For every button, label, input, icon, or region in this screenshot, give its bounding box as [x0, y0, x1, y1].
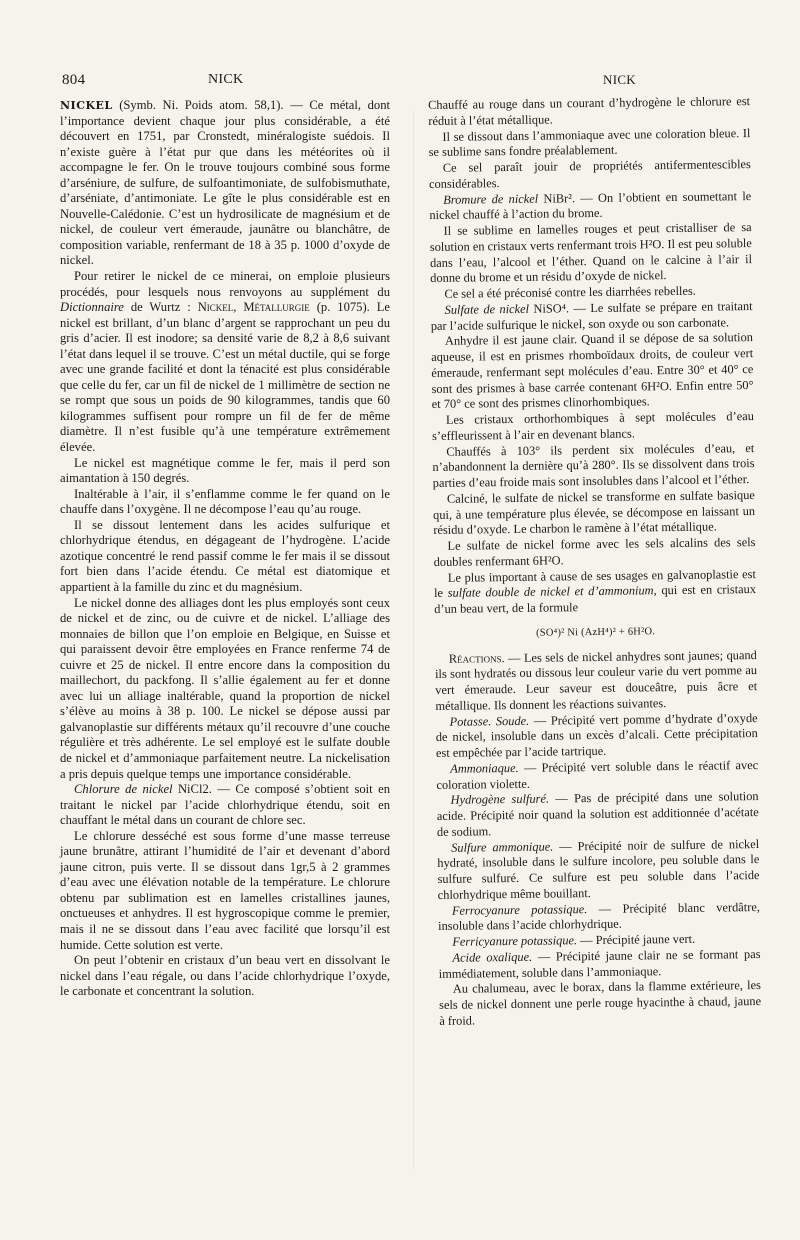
entry-nickel-paragraph [60, 98, 390, 269]
heating-paragraph: Chauffés à 103° ils perdent six molécules d’eau, et n’abandonnent la dernière qu’à 280°. Ils se dissolvent dans trois parties d’eau froide mais sont insolubles dans l’alcool et l’éther. [432, 440, 755, 490]
paragraph-text: , qui est en cristaux d’un beau vert, de la formule [434, 582, 757, 616]
calcination-paragraph: Calciné, le sulfate de nickel se transforme en sulfate basique qui, à une température plus élevée, se décompose en laissant un résidu d’oxyde. Le charbon le ramène à l’état métallique. [433, 487, 756, 538]
reagent-name: Hydrogène sulfuré. [450, 791, 550, 808]
paragraph-text: (p. 1075). Le nickel est brillant, d’un blanc d’argent se rapprochant un peu du gris d’acier. Il est inodore; sa densité varie de 8,2 à 8,6 suivant l’état dans lequel il se trouve. C’est un métal ductile, qui se forge avec une grande facilité et dont la ténacité est plus considérable que celle du fer, car un fil de nickel de 1 millimètre de section ne se rompt que sous un poids de 90 kilogrammes, tandis que 60 kilogrammes suffisent pour rompre un fil de fer de même diamètre. Il n’est fusible qu’à une température extrêmement élevée. [60, 300, 391, 455]
page-number: 804 [62, 72, 86, 88]
reagent-name: Ferrocyanure potassique. [451, 901, 588, 918]
acid-dissolution-paragraph: Il se dissout lentement dans les acides sulfurique et chlorhydrique étendus, en dégageant de l’hydrogène. L’acide azotique concentré le rend passif comme le fer mais il se dissout fort bien dans l’acide étendu. Ce métal est diatomique et appartient à la famille du zinc et du magnésium. [60, 517, 390, 594]
chloride-paragraph [60, 782, 390, 829]
paragraph-text: NiSO⁴. — Le sulfate se prépare en traitant par l’acide sulfurique le nickel, son oxyde ou son carbonate. [430, 298, 753, 333]
paragraph-text: — Pas de précipité dans une solution acide. Précipité noir quand la solution est additionnée d’acétate de sodium. [436, 789, 759, 839]
paragraph-text: — Précipité vert pomme d’hydrate d’oxyde de nickel, insoluble dans un excès d’alcali. Cette précipitation est empêchée par l’acide tartrique. [435, 710, 758, 760]
reagent-name: Ammoniaque. [450, 760, 519, 776]
right-running-title: NICK [603, 72, 636, 87]
anhydrous-sulfate-paragraph: Anhydre il est jaune clair. Quand il se dépose de sa solution aqueuse, il est en prismes rhomboïdaux droits, de couleur vert émeraude, renfermant sept molécules d’eau. Entre 30° et 40° ce sont des prismes à base carrée contenant 6H²O. Enfin entre 50° et 70° ce sont des prismes clinorhombiques. [431, 330, 754, 412]
chemical-formula: (SO⁴)² Ni (AzH⁴)² + 6H²O. [535, 626, 656, 639]
antifermentation-paragraph: Ce sel paraît jouir de propriétés antifermentescibles considérables. [428, 157, 751, 191]
reactions-paragraph [435, 648, 758, 715]
orthorhombic-paragraph: Les cristaux orthorhombiques à sept molécules d’eau s’effleurissent à l’air en devenant blancs. [432, 409, 754, 443]
ammonium-sulfide-reaction [437, 837, 760, 904]
reagent-name: Acide oxalique. [452, 949, 533, 965]
ammonium-sulfate-paragraph [434, 567, 757, 618]
reactions-heading: Réactions. [448, 650, 505, 666]
paragraph-text: — Précipité jaune vert. [577, 931, 696, 948]
paragraph-text: de Wurtz : [123, 300, 198, 315]
potash-reaction [436, 711, 759, 762]
ammonia-paragraph: Il se dissout dans l’ammoniaque avec une coloration bleue. Il se sublime sans fondre préalablement. [428, 125, 751, 160]
double-salts-paragraph: Le sulfate de nickel forme avec les sels alcalins des sels doubles renfermant 6H²O. [433, 535, 756, 569]
left-column [60, 98, 390, 1176]
dictionary-reference: Dictionnaire [60, 300, 124, 315]
bromide-paragraph [429, 189, 751, 224]
column-gutter [413, 110, 414, 1170]
blowpipe-paragraph: Au chalumeau, avec le borax, dans la flamme extérieure, les sels de nickel donnent une perle rouge hyacinthe à chaud, jaune à froid. [438, 978, 762, 1028]
ammonia-reaction [436, 758, 758, 793]
reduction-paragraph: Chauffé au rouge dans un courant d’hydrogène le chlorure est réduit à l’état métallique. [428, 94, 751, 128]
hydrogen-sulfide-reaction [436, 789, 759, 840]
paragraph-text: — Précipité noir de sulfure de nickel hydraté, insoluble dans le sulfure incolore, peu soluble dans le sulfure sulfuré. Ce sulfure est peu soluble dans l’acide chlorhydrique même bouillant. [437, 836, 760, 902]
reagent-name: Potasse. Soude. [449, 713, 530, 729]
right-column [428, 94, 763, 1180]
alloys-paragraph: Le nickel donne des alliages dont les plus employés sont ceux de nickel et de zinc, ou de cuivre et de nickel. L’alliage des monnaies de billon que l’on emploie en Belgique, en Suisse et qui paraissent devoir être employées en France renferme 74 de cuivre et 25 de nickel. Il entre encore dans la composition du maillechort, du packfong. Il s’allie également au fer et donne avec lui un alliage inaltérable, quand la proportion de nickel s’élève au moins à 38 p. 100. Le nickel se dépose aussi par galvanoplastie sur différents métaux qu’il recouvre d’une couche régulière et très adhérente. Le sel employé est le sulfate double de nickel et d’ammoniaque parfaitement neutre. La nickelisation a pris depuis quelque temps une importance considérable. [60, 595, 390, 781]
subentry-title: Chlorure de nickel [74, 782, 173, 797]
crystal-chloride-paragraph: On peut l’obtenir en cristaux d’un beau vert en dissolvant le nickel dans l’eau régale, ou dans l’acide chlorhydrique l’oxyde, le carbonate et concentrant la solution. [60, 953, 390, 999]
dry-chloride-paragraph: Le chlorure desséché est sous forme d’une masse terreuse jaune brunâtre, attirant l’humidité de l’air et devenant d’abord jaune citron, puis verte. Il se dissout dans 1gr,5 à 2 grammes d’eau avec une élévation notable de la température. Le chlorure obtenu par sublimation est en lamelles cristallines jaunes, onctueuses et anhydres. Il est hygroscopique comme le premier, mais il ne se dissout dans l’eau avec facilité que lorsqu’il est humide. Cette solution est verte. [60, 828, 390, 952]
sulfate-paragraph [431, 299, 753, 334]
paragraph-text: NiCl2. — Ce composé s’obtient soit en traitant le nickel par l’acide chlorhydrique étendu, soit en chauffant le métal dans un courant de chlore sec. [60, 782, 390, 828]
paragraph-text: Pour retirer le nickel de ce minerai, on emploie plusieurs procédés, pour lesquels nous renvoyons au supplément du [60, 269, 390, 299]
oxidation-paragraph: Inaltérable à l’air, il s’enflamme comme le fer quand on le chauffe dans l’oxygène. Il ne décompose l’eau qu’au rouge. [60, 486, 390, 517]
cross-reference: Nickel, Métallurgie [197, 300, 310, 315]
paragraph-text: Le plus important à cause de ses usages en galvanoplastie est le [433, 566, 756, 601]
left-running-title: NICK [208, 72, 244, 87]
entry-text: (Symb. Ni. Poids atom. 58,1). — Ce métal, dont l’importance devient chaque jour plus considérable, a été découvert en 1751, par Cronstedt, minéralogiste suédois. Il n’existe guère à l’état pur que dans les météorites où il accompagne le fer. On le trouve toujours combiné sous forme d’arséniure, de sulfure, de sulfoantimoniate, de sulfobismuthate, d’arséniate, d’antimoniate. Le gîte le plus considérable est en Nouvelle-Calédonie. C’est un hydrosilicate de magnésium et de nickel, de couleur vert émeraude, jaunâtre ou blanchâtre, de composition variable, renfermant de 18 à 35 p. 1000 d’oxyde de nickel. [60, 98, 390, 268]
subentry-title: Bromure de nickel [443, 191, 539, 207]
oxalic-acid-reaction [438, 947, 760, 982]
compound-name: sulfate double de nickel et d’ammonium [447, 583, 654, 601]
reagent-name: Sulfure ammonique. [451, 839, 554, 855]
medical-use-paragraph: Ce sel a été préconisé contre les diarrhées rebelles. [444, 283, 696, 301]
paragraph-text: — Précipité jaune clair ne se formant pas immédiatement, soluble dans l’ammoniaque. [438, 946, 761, 981]
paragraph-text: — Précipité blanc verdâtre, insoluble dans l’acide chlorhydrique. [438, 899, 760, 934]
paragraph-text: — Précipité vert soluble dans le réactif avec coloration violette. [436, 757, 759, 792]
running-head [58, 72, 748, 92]
paragraph-text: — Les sels de nickel anhydres sont jaunes; quand ils sont hydratés ou dissous leur couleur varie du vert pomme au vert émeraude. Leur saveur est douceâtre, puis âcre et métallique. Ils donnent les réactions suivantes. [434, 647, 758, 713]
reagent-name: Ferricyanure potassique. [452, 933, 578, 949]
paragraph-text: NiBr². — On l’obtient en soumettant le nickel chauffé à l’action du brome. [429, 188, 752, 223]
ferrocyanide-reaction [438, 900, 760, 935]
extraction-paragraph [60, 269, 390, 456]
magnetism-paragraph: Le nickel est magnétique comme le fer, mais il perd son aimantation à 150 degrés. [60, 455, 390, 486]
entry-headword: NICKEL [60, 99, 113, 112]
subentry-title: Sulfate de nickel [444, 301, 530, 317]
bromide-properties-paragraph: Il se sublime en lamelles rouges et peut cristalliser de sa solution en cristaux verts renfermant trois H²O. Il est peu soluble dans l’eau, l’alcool et l’éther. Quand on le calcine à l’air il donne du brome et un résidu d’oxyde de nickel. [429, 220, 753, 286]
